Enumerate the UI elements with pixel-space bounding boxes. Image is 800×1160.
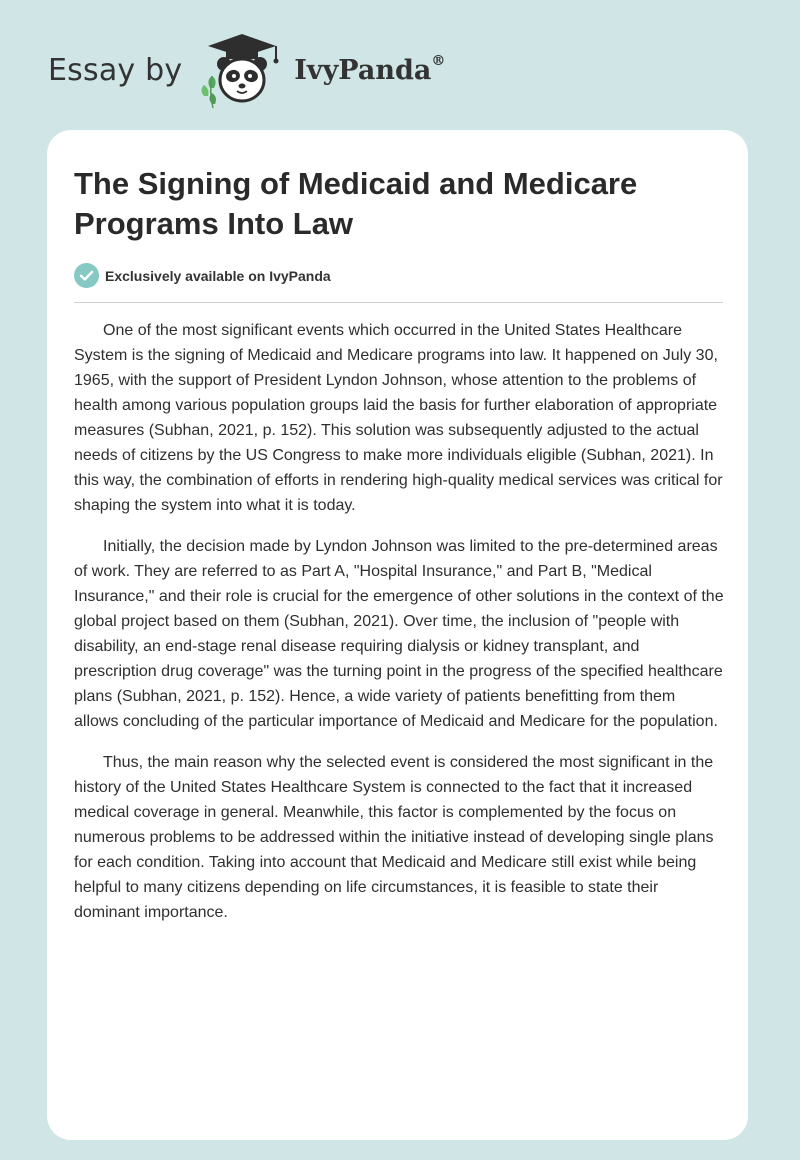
essay-paragraph-1: One of the most significant events which occurred in the United States Healthcare System is the signing of Medicaid and Medicare programs into law. It happened on July 30, 1965, with the support of President Lyndon Johnson, whose attention to the problems of health among various population groups laid the basis for further elaboration of appropriate measures (Subhan, 2021, p. 152). This solution was subsequently adjusted to the actual needs of citizens by the US Congress to make more individuals eligible (Subhan, 2021). In this way, the combination of efforts in rendering high-quality medical services was critical for shaping the system into what it is today. [74,322,723,514]
brand-name-text[interactable]: IvyPanda [294,54,432,86]
brand-prefix: Essay by [48,52,183,88]
registered-mark: ® [431,52,446,69]
exclusive-badge [74,263,331,288]
essay-title: The Signing of Medicaid and Medicare Programs Into Law [74,166,638,241]
check-circle-icon [74,263,99,288]
exclusive-badge-label: Exclusively available on IvyPanda [105,267,331,284]
essay-body [74,318,724,941]
essay-paragraph-2: Initially, the decision made by Lyndon Johnson was limited to the pre-determined areas of work. They are referred to as Part A, "Hospital Insurance," and Part B, "Medical Insurance," and their role is crucial for the emergence of other solutions in the context of the global project based on them (Subhan, 2021). Over time, the inclusion of "people with disability, an end-stage renal disease requiring dialysis or kidney transplant, and prescription drug coverage" was the turning point in the progress of the specified healthcare plans (Subhan, 2021, p. 152). Hence, a wide variety of patients benefitting from them allows concluding of the particular importance of Medicaid and Medicare for the population. [74,538,724,730]
essay-paragraph-3: Thus, the main reason why the selected event is considered the most significant in the history of the United States Healthcare System is connected to the fact that it increased medical coverage in general. Meanwhile, this factor is complemented by the focus on numerous problems to be addressed within the initiative instead of developing single plans for each condition. Taking into account that Medicaid and Medicare still exist while being helpful to many citizens depending on life circumstances, it is feasible to state their dominant importance. [74,754,714,921]
panda-logo-icon[interactable] [196,30,288,110]
brand-header [48,30,445,110]
brand-name[interactable] [294,52,446,86]
title-divider [74,302,723,303]
panda-logo-graphic [196,30,288,110]
essay-card [47,130,748,1140]
